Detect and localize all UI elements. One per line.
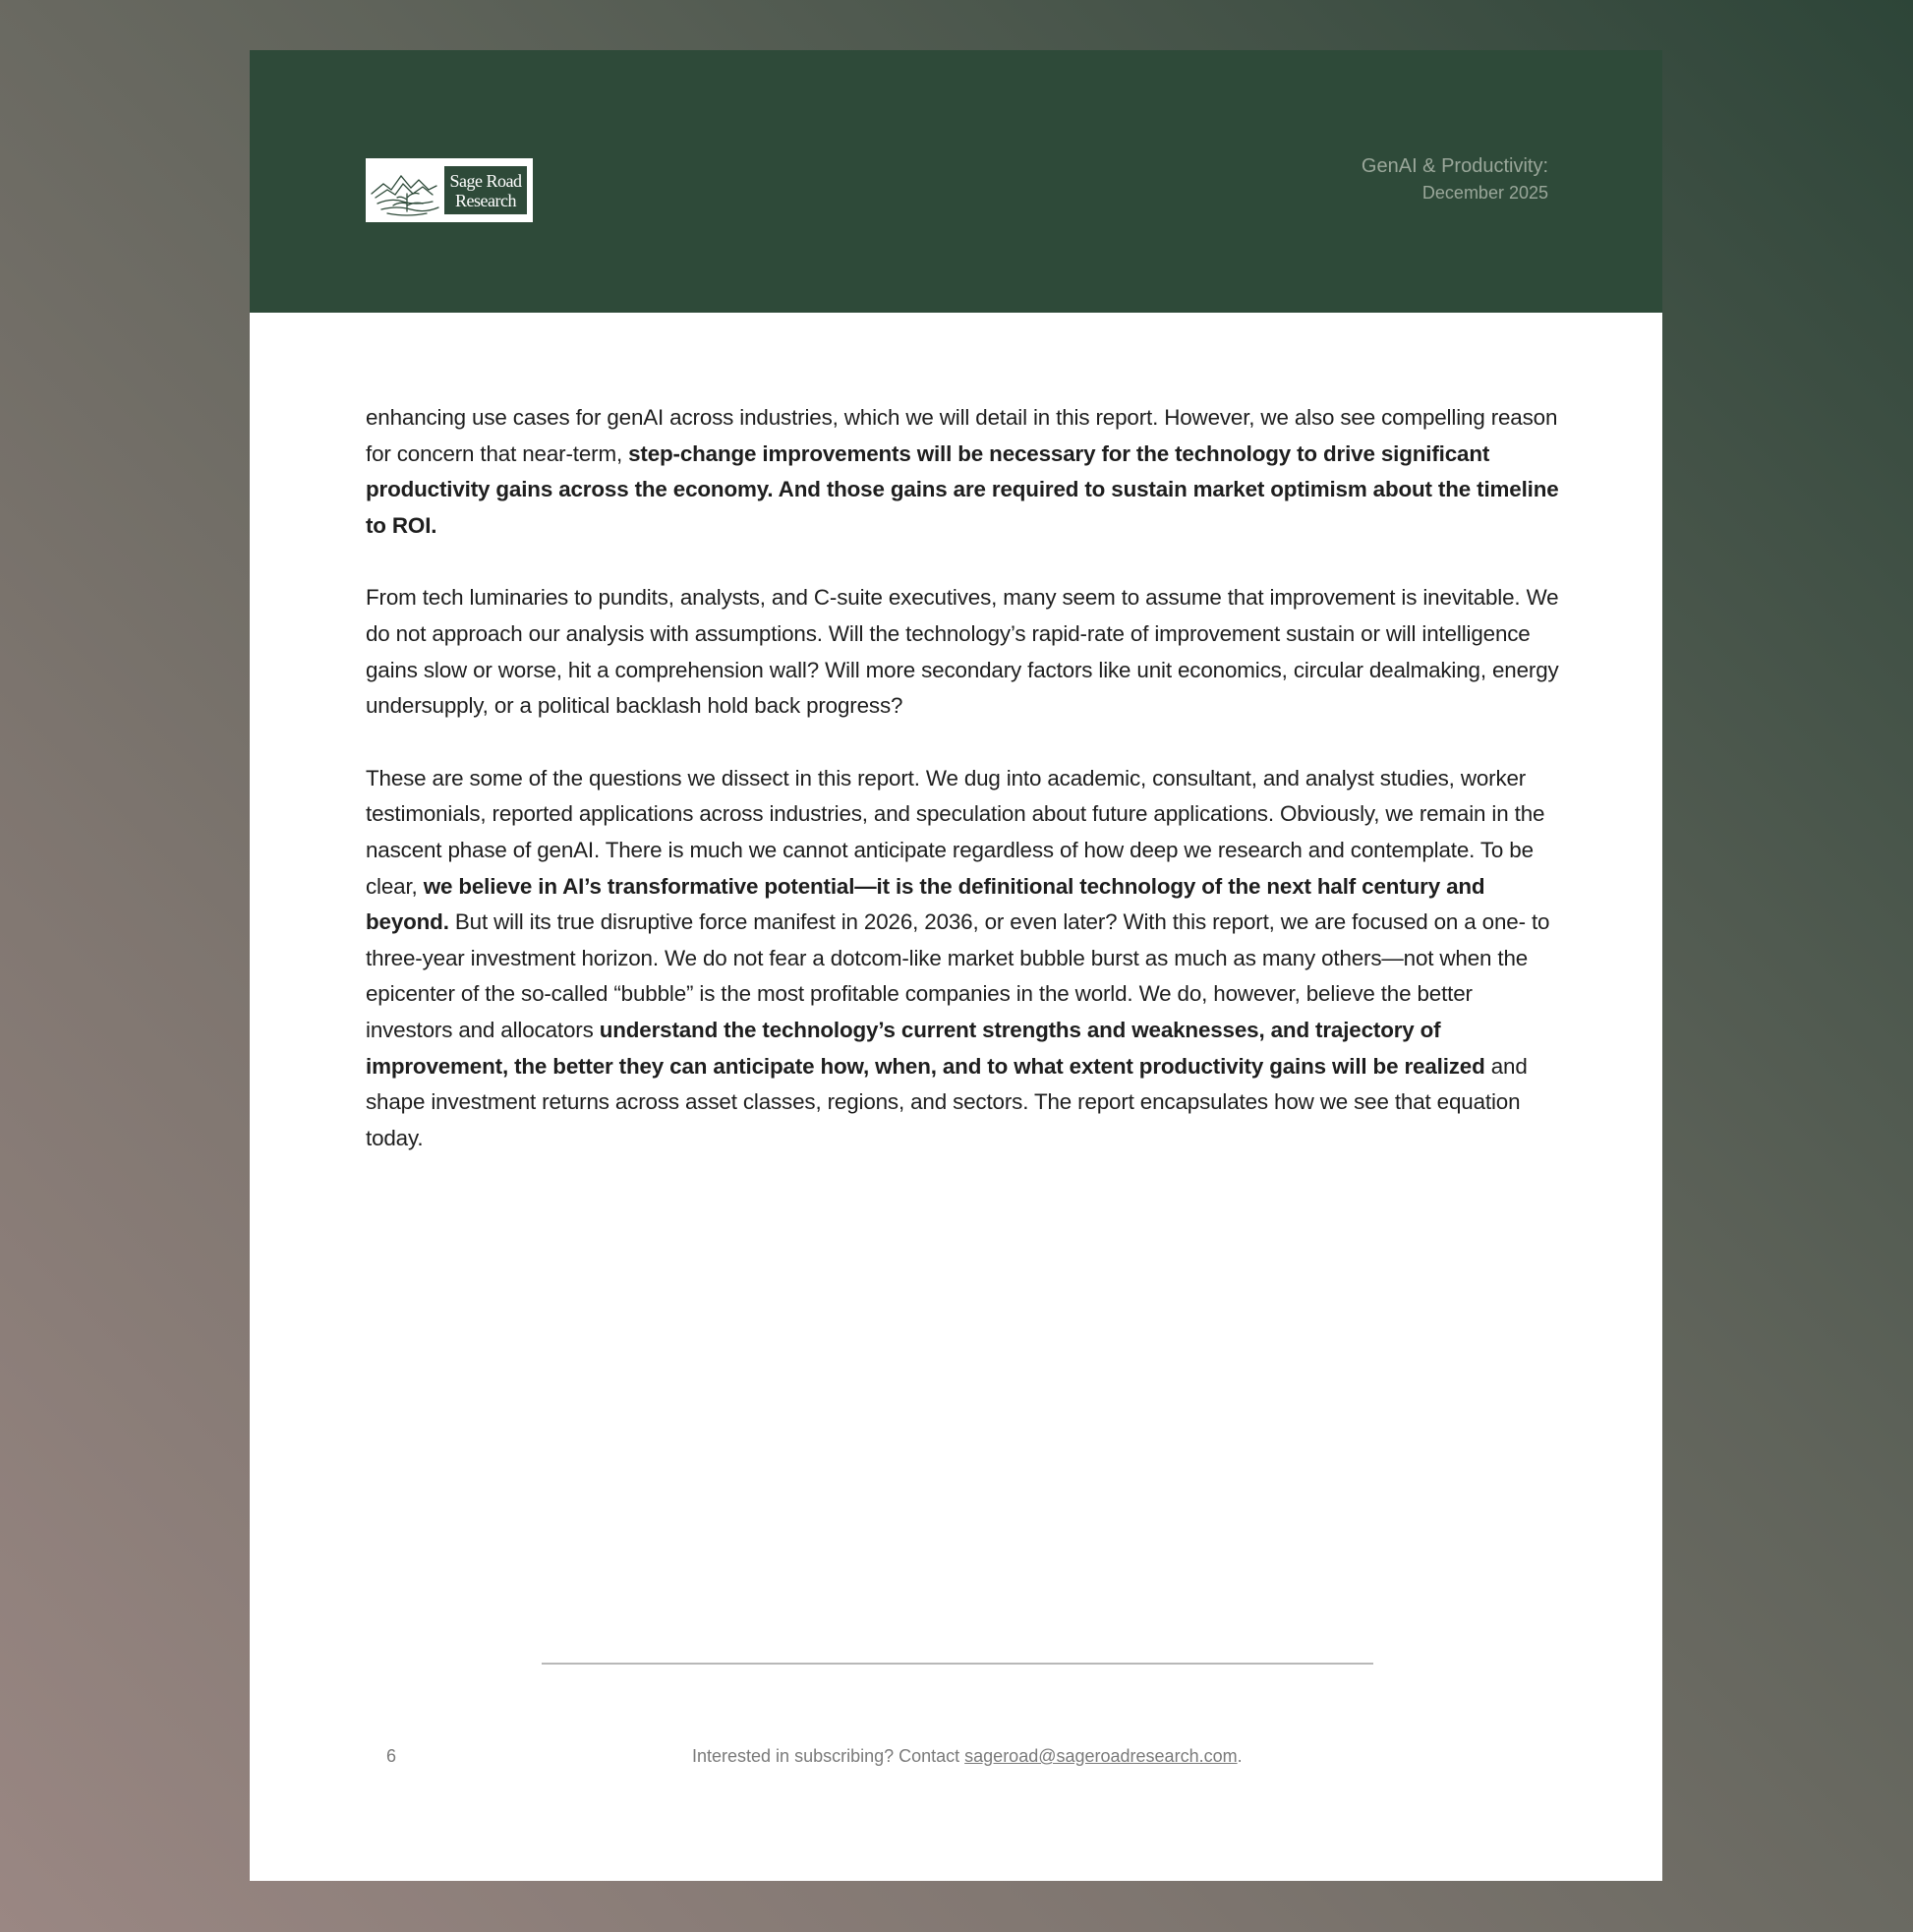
company-logo	[366, 158, 533, 222]
paragraph-3-text-2: But will its true disruptive force manifest in 2026, 2036, or even later? With this report, we are focused on a one- to three-year investment horizon. We do not fear a dotcom-like market bubble burst as much as many others—not when the epicenter of the so-called “bubble” is the most profitable companies in the world. We do, however, believe the better investors and allocators	[366, 909, 1550, 1042]
report-date: December 2025	[1421, 183, 1548, 203]
mountain-tree-logo-icon	[368, 160, 444, 220]
logo-line-1: Sage Road	[449, 170, 522, 191]
paragraph-3-text-1: These are some of the questions we dissect in this report. We dug into academic, consultant, and analyst studies, worker testimonials, reported applications across industries, and speculation about future applications. Obviously, we remain in the nascent phase of genAI. There is much we cannot anticipate regardless of how deep we research and contemplate. To be clear,	[366, 765, 1545, 899]
paragraph-1-bold: step-change improvements will be necessary for the technology to drive significant productivity gains across the economy. And those gains are required to sustain market optimism about the timeline to ROI.	[366, 440, 1559, 538]
contact-suffix: .	[1237, 1746, 1243, 1766]
subscribe-contact	[692, 1744, 1380, 1768]
paragraph-2-text: From tech luminaries to pundits, analysts, and C-suite executives, many seem to assume that improvement is inevitable. We do not approach our analysis with assumptions. Will the technology’s rapid-rate of improvement sustain or will intelligence gains slow or worse, hit a comprehension wall? Will more secondary factors like unit economics, circular dealmaking, energy undersupply, or a political backlash hold back progress?	[366, 585, 1559, 719]
paragraph-3	[366, 761, 1560, 1157]
report-meta	[1362, 152, 1548, 205]
page-number: 6	[386, 1746, 397, 1766]
paragraph-1	[366, 400, 1560, 544]
paragraph-1-text: enhancing use cases for genAI across industries, which we will detail in this report. However, we also see compelling reason for concern that near-term,	[366, 405, 1558, 466]
logo-line-2: Research	[455, 190, 516, 210]
paragraph-3-text-3: and shape investment returns across asset classes, regions, and sectors. The report encapsulates how we see that equation today.	[366, 1053, 1528, 1150]
paragraph-3-bold-1: we believe in AI’s transformative potential—it is the definitional technology of the next half century and beyond.	[366, 873, 1485, 935]
report-title: GenAI & Productivity:	[1361, 155, 1548, 177]
document-page	[250, 50, 1662, 1881]
contact-prefix: Interested in subscribing? Contact	[692, 1746, 965, 1766]
contact-email-link[interactable]: sageroad@sageroadresearch.com	[964, 1746, 1238, 1766]
paragraph-3-bold-2: understand the technology’s current strengths and weaknesses, and trajectory of improvement, the better they can anticipate how, when, and to what extent productivity gains will be realized	[366, 1017, 1485, 1079]
page-header	[250, 50, 1662, 313]
report-body	[366, 400, 1560, 1193]
footer-divider	[542, 1663, 1373, 1665]
paragraph-2	[366, 580, 1560, 724]
logo-wordmark	[444, 166, 527, 214]
